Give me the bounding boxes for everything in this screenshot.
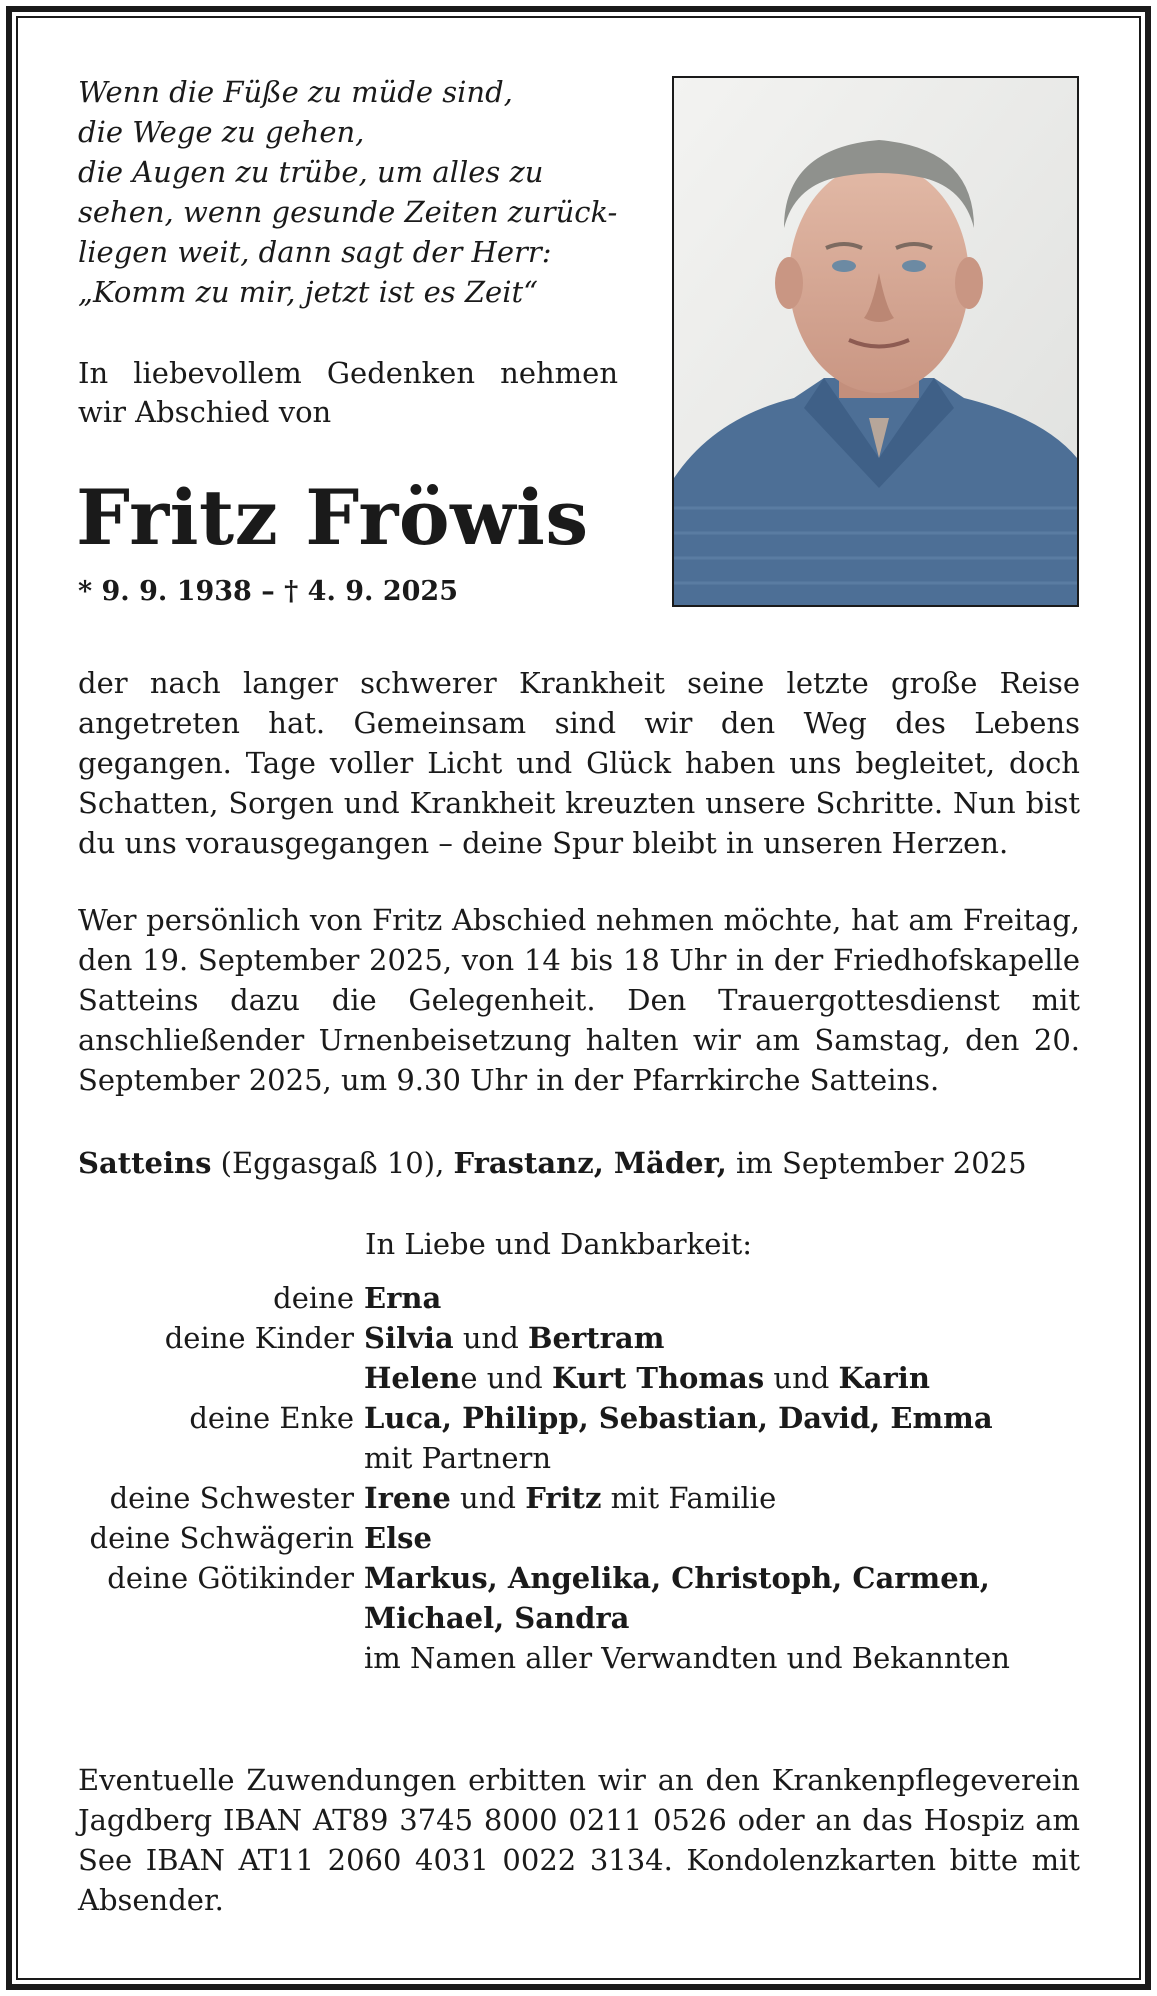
name-irene: Irene [364,1481,451,1515]
relation-label: deine Schwägerin [89,1521,354,1555]
poem-line: liegen weit, dann sagt der Herr: [78,235,552,269]
viewing-paragraph: Wer persönlich von Fritz Abschied nehmen möchte, hat am Freitag, den 19. September 2025, von 14 bis 18 Uhr in der Friedhofskapelle Satteins dazu die Gelegenheit. Den Trauergottesdienst mit anschließender Urnenbeisetzung halten wir am Samstag, den 20. September 2025, um 9.30 Uhr in der Pfarrkirche Satteins. [78,903,1080,1097]
relation-label: deine [273,1281,354,1315]
family-row [78,1638,1078,1678]
family-names [364,1358,930,1398]
place-towns: Frastanz, Mäder, [453,1146,727,1180]
donation-paragraph: Eventuelle Zuwendungen erbitten wir an den Krankenpflegeverein Jagdberg IBAN AT89 3745 8000 0211 0526 oder an das Hospiz am See IBAN AT11 2060 4031 0022 3134. Kondolenzkarten bitte mit Absender. [78,1763,1080,1917]
family-row [78,1318,1078,1358]
family-row [78,1278,1078,1318]
names-goetikinder-cont: Michael, Sandra [364,1601,630,1635]
relation-label: deine Götikinder [107,1561,354,1595]
poem-line: die Augen zu trübe, um alles zu [78,155,544,189]
relation-label: deine Enke [189,1401,354,1435]
poem-line: sehen, wenn gesunde Zeiten zurück- [78,195,618,229]
poem-line: „Komm zu mir, jetzt ist es Zeit“ [78,275,538,309]
mit-familie: mit Familie [601,1481,777,1515]
connector-und: und [453,1321,528,1355]
connector-und: und [764,1361,839,1395]
names-enkel: Luca, Philipp, Sebastian, David, Emma [364,1401,993,1435]
poem-line: Wenn die Füße zu müde sind, [78,75,513,109]
place-address: (Eggasgaß 10), [211,1146,454,1180]
name-kurt-thomas: Kurt Thomas [551,1361,765,1395]
family-names [364,1478,776,1518]
family-list [78,1278,1078,1678]
name-bertram: Bertram [528,1321,665,1355]
family-row [78,1518,1078,1558]
family-names [364,1598,629,1638]
name-silvia: Silvia [364,1321,454,1355]
family-row [78,1358,1078,1398]
connector-e-und: e und [460,1361,552,1395]
name-helen: Helen [364,1361,461,1395]
name-karin: Karin [838,1361,930,1395]
place-date: im September 2025 [726,1146,1027,1180]
portrait-illustration [674,78,1077,605]
relation-label [78,1598,364,1638]
all-relatives: im Namen aller Verwandten und Bekannten [364,1641,1010,1675]
portrait-photo [672,76,1079,607]
family-row [78,1598,1078,1638]
family-names [364,1398,993,1438]
farewell-paragraph: der nach langer schwerer Krankheit seine letzte große Reise angetreten hat. Gemeinsam sind wir den Weg des Lebens gegangen. Tage voller Licht und Glück haben uns begleitet, doch Schatten, Sorgen und Krankheit kreuzten unsere Schritte. Nun bist du uns vorausgegangen – deine Spur bleibt in unseren Herzen. [78,666,1080,860]
relation-label [78,1358,364,1398]
family-row [78,1558,1078,1598]
relation-label: deine Schwester [109,1481,354,1515]
thanks-line: In Liebe und Dankbarkeit: [365,1227,753,1261]
relation-label [78,1638,364,1678]
relation-label [78,1438,364,1478]
family-names [364,1278,441,1318]
family-row [78,1478,1078,1518]
name-erna: Erna [364,1281,442,1315]
connector-und: und [450,1481,526,1515]
place-town-satteins: Satteins [78,1146,212,1180]
family-row [78,1438,1078,1478]
life-dates: * 9. 9. 1938 – † 4. 9. 2025 [78,576,458,607]
name-else: Else [364,1521,432,1555]
family-names [364,1558,990,1598]
relation-label: deine Kinder [164,1321,354,1355]
family-names [364,1318,664,1358]
family-names [364,1518,432,1558]
family-row [78,1398,1078,1438]
names-goetikinder: Markus, Angelika, Christoph, Carmen, [364,1561,990,1595]
poem [78,72,638,312]
intro-text: In liebevollem Gedenken nehmen wir Abschied von [78,356,618,429]
deceased-name: Fritz Fröwis [76,473,589,562]
name-fritz: Fritz [525,1481,602,1515]
poem-line: die Wege zu gehen, [78,115,365,149]
enkel-partner: mit Partnern [364,1441,552,1475]
place-date-line [78,1146,1027,1180]
